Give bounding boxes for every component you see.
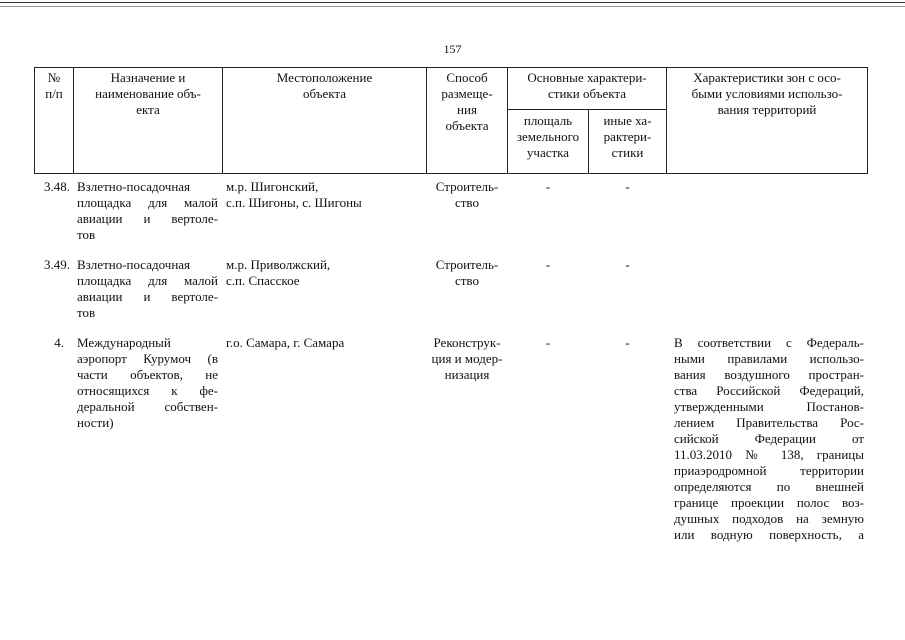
header-bottom-border <box>34 173 868 174</box>
row-num: 4. <box>54 335 64 350</box>
row-name <box>77 257 218 321</box>
row-method <box>427 335 507 383</box>
row-method-line: Строитель- <box>435 257 499 272</box>
col-border-7 <box>867 67 868 174</box>
subheader-divider <box>507 109 666 110</box>
row-name-line: Взлетно-посадочная <box>77 257 191 272</box>
row-location-line: м.р. Приволжский, <box>226 257 331 272</box>
header-top-border <box>34 67 868 68</box>
header-other <box>589 113 666 161</box>
row-method-line: Реконструк- <box>433 335 501 350</box>
header-other-line-1: иные ха- <box>603 113 652 128</box>
row-name <box>77 335 218 431</box>
header-main-chars-line-1: Основные характери- <box>527 70 647 85</box>
header-other-line-2: рактери- <box>603 129 652 144</box>
row-location <box>226 257 424 289</box>
row-name-line: авиации и вертоле- <box>77 289 218 304</box>
page-number: 157 <box>443 42 462 56</box>
row-zones-line: душных подходов на земную <box>674 511 864 526</box>
row-zones-line: утвержденными Постанов- <box>674 399 864 414</box>
row-num: 3.48. <box>44 179 70 194</box>
row-zones <box>674 335 864 543</box>
row-zones-line: сийской Федерации от <box>674 431 864 446</box>
row-num: 3.49. <box>44 257 70 272</box>
row-other: - <box>625 335 630 350</box>
row-method <box>427 179 507 211</box>
row-zones-line: приаэродромной территории <box>674 463 864 478</box>
header-area <box>508 113 588 161</box>
row-location-line: г.о. Самара, г. Самара <box>226 335 345 350</box>
row-name-line: площадка для малой <box>77 273 218 288</box>
header-location-line-2: объекта <box>302 86 347 101</box>
row-area: - <box>545 179 551 194</box>
row-name-line: части объектов, не <box>77 367 218 382</box>
row-name-line: площадка для малой <box>77 195 218 210</box>
header-zones <box>667 70 867 118</box>
row-name-line: деральной собствен- <box>77 399 218 414</box>
scan-top-border-shadow <box>0 6 905 7</box>
header-method-line-1: Способ <box>446 70 488 85</box>
header-zones-line-2: быми условиями использо- <box>691 86 843 101</box>
header-zones-line-1: Характеристики зон с осо- <box>693 70 841 85</box>
header-name <box>74 70 222 118</box>
row-location-line: с.п. Спасское <box>226 273 300 288</box>
row-area: - <box>545 335 551 350</box>
row-name-line: авиации и вертоле- <box>77 211 218 226</box>
row-zones-line: В соответствии с Федераль- <box>674 335 864 350</box>
header-num <box>35 70 73 102</box>
row-name-line: относящихся к фе- <box>77 383 218 398</box>
header-zones-line-3: вания территорий <box>717 102 817 117</box>
row-method <box>427 257 507 289</box>
header-name-line-3: екта <box>136 102 160 117</box>
header-area-line-2: земельного <box>516 129 580 144</box>
header-location-line-1: Местоположение <box>276 70 373 85</box>
row-zones-line: определяются по внешней <box>674 479 864 494</box>
header-main-chars-line-2: стики объекта <box>548 86 626 101</box>
row-zones-line: вания воздушного простран- <box>674 367 864 382</box>
scan-top-border <box>0 2 905 3</box>
header-location <box>223 70 426 102</box>
row-name-line: аэропорт Курумоч (в <box>77 351 218 366</box>
header-method <box>427 70 507 134</box>
row-method-line: ство <box>454 273 479 288</box>
row-location <box>226 335 424 351</box>
row-method-line: низация <box>444 367 490 382</box>
row-name-line: Взлетно-посадочная <box>77 179 191 194</box>
header-other-line-3: стики <box>611 145 644 160</box>
header-area-line-1: площаль <box>523 113 573 128</box>
row-name-line: тов <box>77 227 96 242</box>
row-location-line: м.р. Шигонский, <box>226 179 319 194</box>
row-method-line: ция и модер- <box>431 351 503 366</box>
header-num-line-2: п/п <box>45 86 63 101</box>
header-method-line-4: объекта <box>445 118 489 133</box>
row-zones-line: лением Правительства Рос- <box>674 415 864 430</box>
row-method-line: ство <box>454 195 479 210</box>
header-main-characteristics <box>508 70 666 102</box>
row-other: - <box>625 257 630 272</box>
header-num-line-1: № <box>47 70 61 85</box>
header-name-line-2: наименование объ- <box>95 86 201 101</box>
row-name-line: Международный <box>77 335 171 350</box>
row-zones-line: ства Российской Федераций, <box>674 383 864 398</box>
header-method-line-3: ния <box>457 102 477 117</box>
row-zones-line: границе проекции полос воз- <box>674 495 864 510</box>
row-location <box>226 179 424 211</box>
row-zones-line: ными правилами использо- <box>674 351 864 366</box>
row-method-line: Строитель- <box>435 179 499 194</box>
row-name <box>77 179 218 243</box>
row-zones-line: или водную поверхность, а <box>674 527 864 542</box>
row-location-line: с.п. Шигоны, с. Шигоны <box>226 195 362 210</box>
header-area-line-3: участка <box>526 145 570 160</box>
row-other: - <box>625 179 630 194</box>
row-zones-line: 11.03.2010 № 138, границы <box>674 447 864 462</box>
header-method-line-2: размеще- <box>441 86 493 101</box>
row-area: - <box>545 257 551 272</box>
row-name-line: тов <box>77 305 96 320</box>
row-name-line: ности) <box>77 415 114 430</box>
header-name-line-1: Назначение и <box>110 70 186 85</box>
